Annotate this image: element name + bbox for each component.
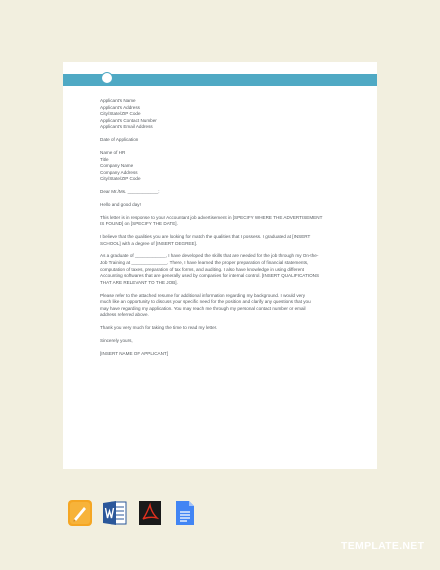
paragraph-line: Job Training at ______________. There, I have learned the proper preparation of financial statements, xyxy=(100,260,309,265)
letter-page xyxy=(63,62,377,469)
brand-watermark: TEMPLATE.NET xyxy=(341,540,425,552)
app-icons xyxy=(68,500,197,526)
pages-icon[interactable] xyxy=(68,500,92,526)
paragraph-line: Please refer to the attached resume for additional information regarding my background. I would very xyxy=(100,292,306,298)
applicant-name: Applicant's Name xyxy=(100,98,136,103)
recipient-address: Company Address xyxy=(100,169,138,175)
paragraph-line: Accounting softwares that are generally used by companies for internal control. [INSERT QUALIFICATIONS xyxy=(100,273,320,279)
paragraph-line: I believe that the qualities you are looking for match the qualities that I possess. I graduated at [INSERT xyxy=(100,234,311,240)
applicant-city: City/State/ZIP Code xyxy=(100,111,141,117)
applicant-address: Applicant's Address xyxy=(100,104,140,110)
google-docs-icon[interactable] xyxy=(173,500,197,526)
applicant-email: Applicant's Email Address xyxy=(100,124,153,130)
recipient-name: Name of HR xyxy=(100,149,126,155)
recipient-company: Company Name xyxy=(100,163,134,169)
paragraph-line: Thank you very much for taking the time to read my letter. xyxy=(100,325,218,331)
greeting: Hello and good day! xyxy=(100,201,141,207)
paragraph-line: address referred above. xyxy=(100,312,149,318)
paragraph-line: much like an opportunity to discuss your specific need for the position and clarify any questions that you xyxy=(100,299,311,305)
paragraph-5 xyxy=(100,325,345,332)
signature: [INSERT NAME OF APPLICANT] xyxy=(100,350,168,356)
paragraph-line: computation of taxes, preparation of tax forms, and auditing. I also have knowledge in using different xyxy=(100,266,304,272)
paragraph-1 xyxy=(100,215,345,228)
recipient-title: Title xyxy=(100,156,109,162)
applicant-contact: Applicant's Contact Number xyxy=(100,117,157,123)
paragraph-line: SCHOOL] with a degree of [INSERT DEGREE]. xyxy=(100,240,198,246)
word-icon[interactable] xyxy=(103,500,127,526)
paragraph-2 xyxy=(100,234,345,247)
pdf-icon[interactable] xyxy=(138,500,162,526)
paragraph-line: This letter is in response to your Accountant job advertisement in [SPECIFY WHERE THE ADVERTISEMENT xyxy=(100,214,323,220)
date-line: Date of Application xyxy=(100,137,139,143)
paragraph-line: As a graduate of ____________, I have developed the skills that are needed for the job through my On-the- xyxy=(100,253,319,259)
paragraph-3 xyxy=(100,253,345,286)
salutation: Dear Mr./Ms. ____________: xyxy=(100,189,160,195)
recipient-city: City/State/ZIP Code xyxy=(100,176,141,182)
letter-body xyxy=(100,98,345,357)
paragraph-line: IS FOUND] on [SPECIFY THE DATE]. xyxy=(100,221,178,227)
paragraph-4 xyxy=(100,293,345,319)
paragraph-line: may have regarding my application. You may reach me through my personal contact number or email xyxy=(100,305,306,311)
paragraph-line: THAT ARE RELEVANT TO THE JOB]. xyxy=(100,279,178,285)
header-circle xyxy=(101,72,113,84)
closing: Sincerely yours, xyxy=(100,337,133,343)
